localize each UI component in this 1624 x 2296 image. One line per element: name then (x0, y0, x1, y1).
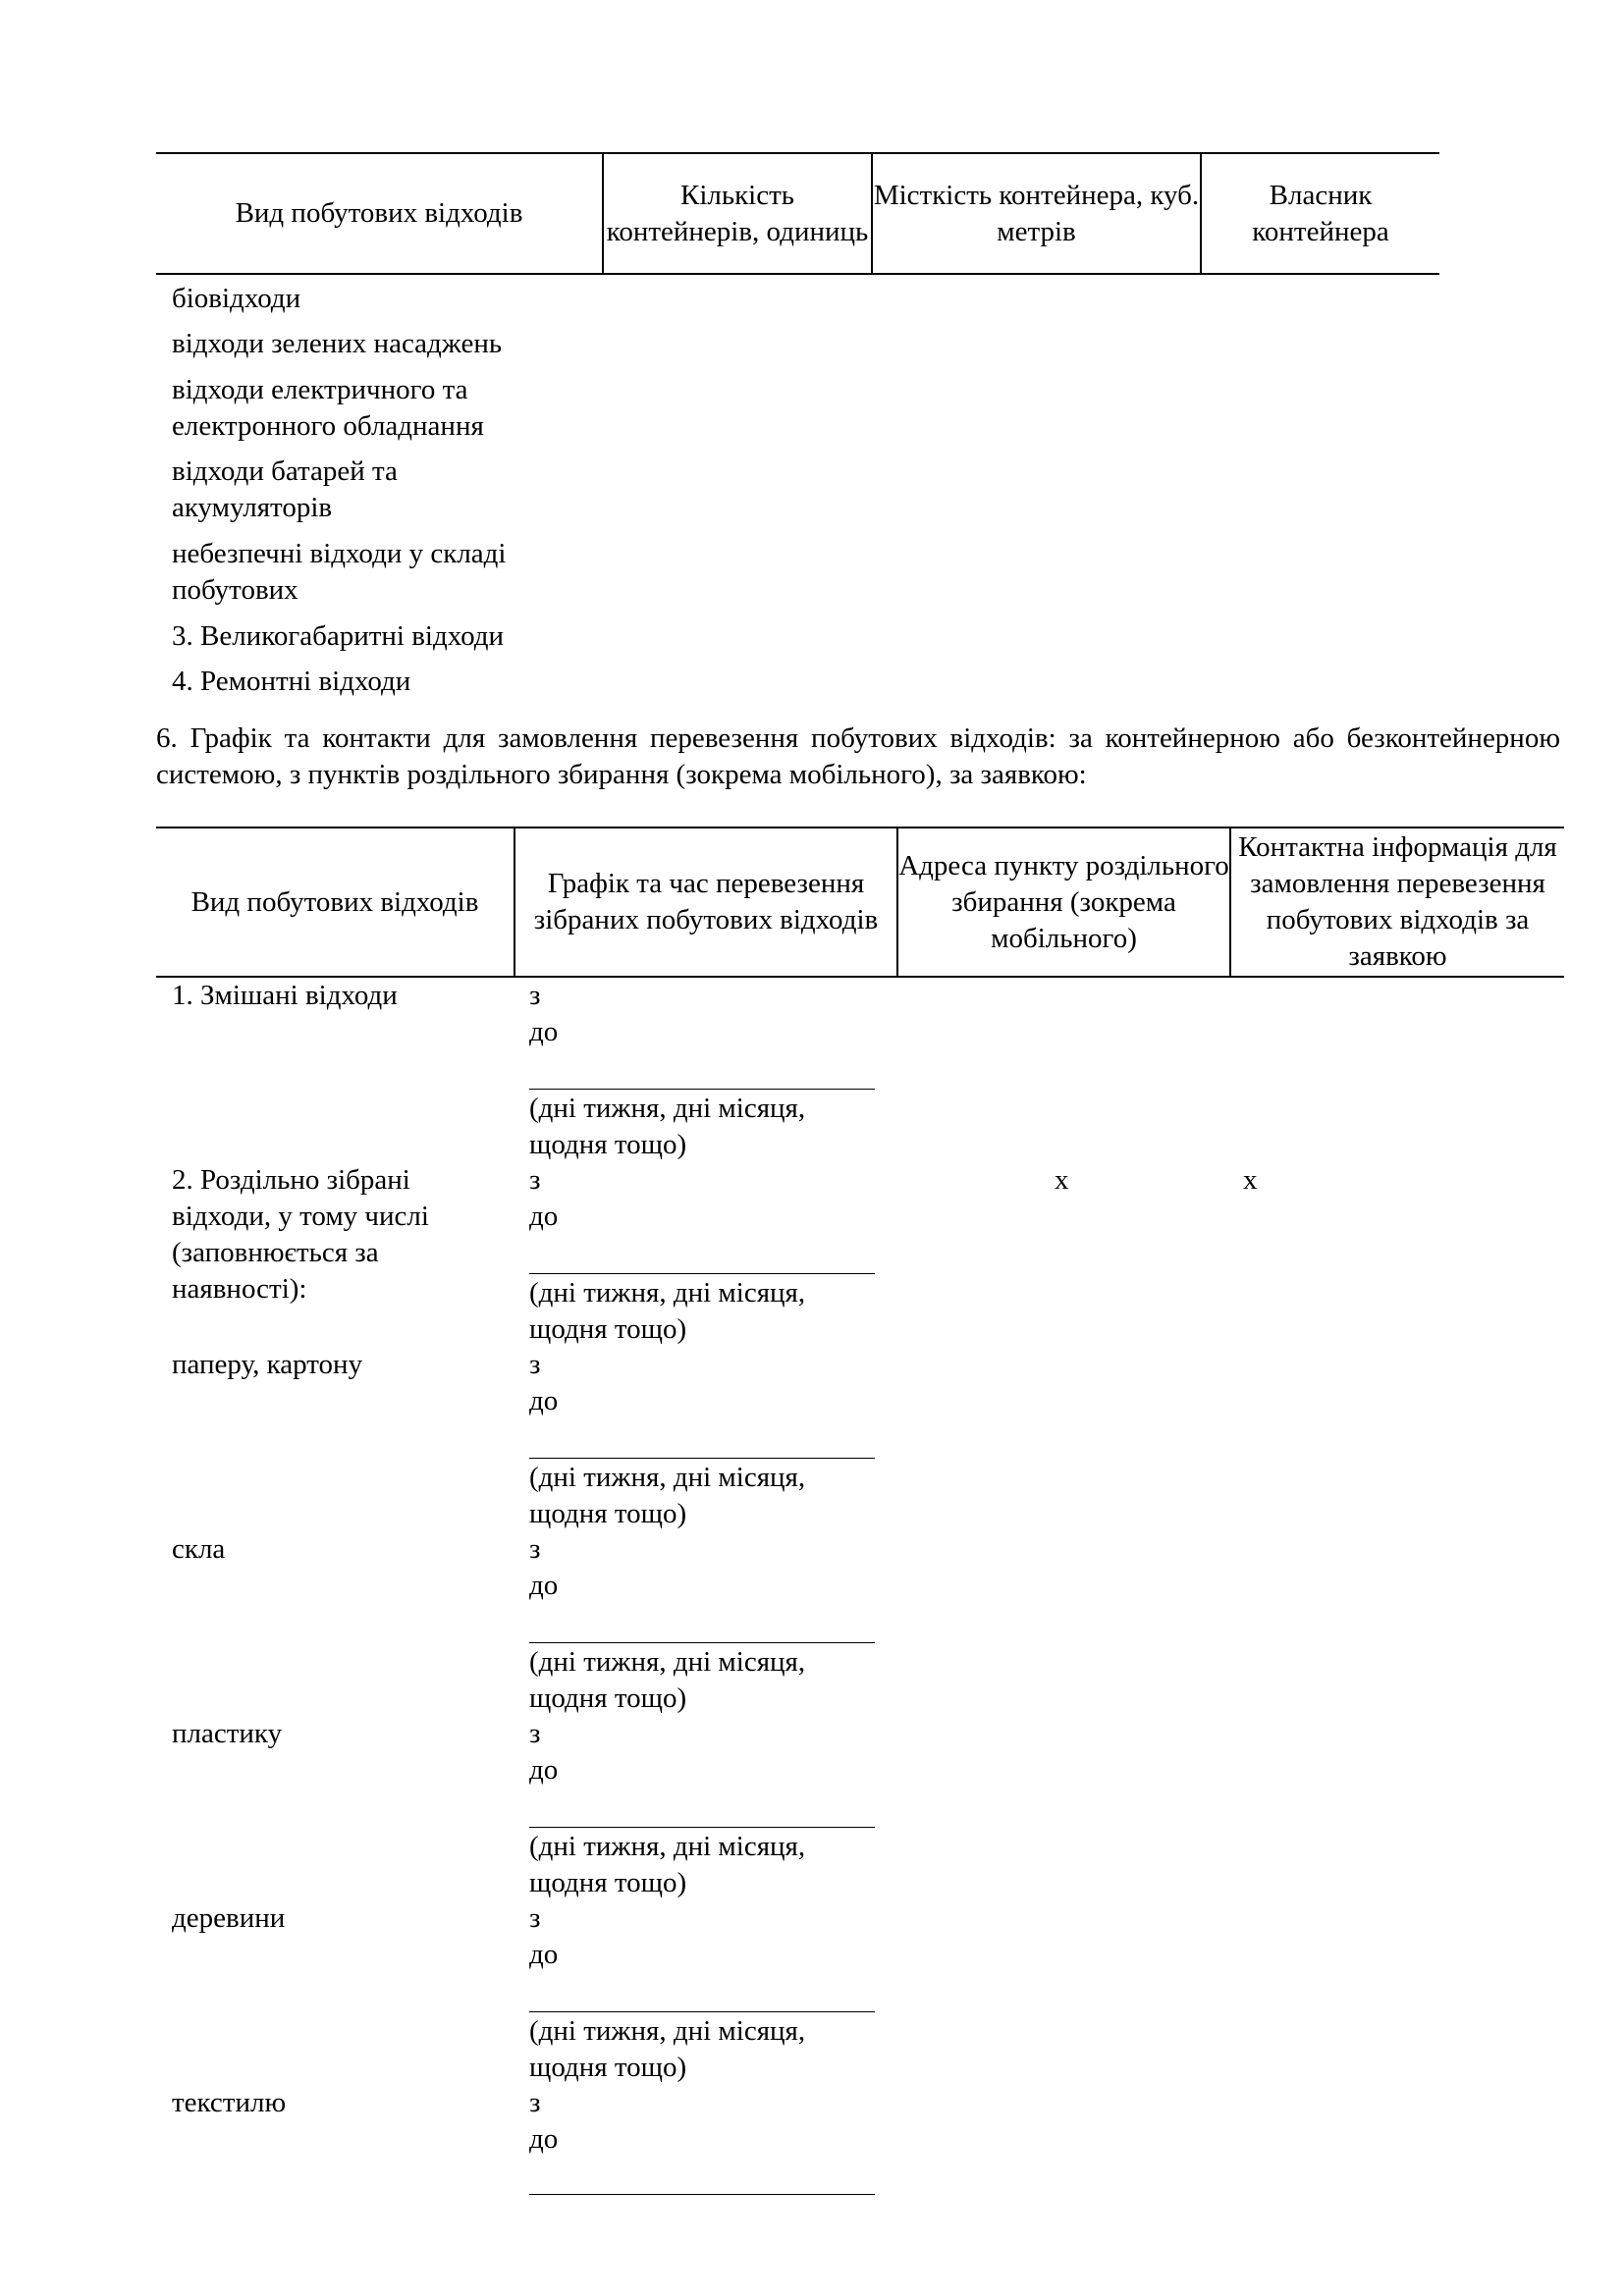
table1-header-owner: Власник контейнера (1252, 179, 1389, 247)
table2-row-type: пластику (172, 1718, 283, 1749)
table1-row-type: 3. Великогабаритні відходи (172, 620, 505, 652)
table2-row-type: текстилю (172, 2087, 287, 2118)
schedule-hint: (дні тижня, дні місяця, щодня тощо) (529, 2015, 806, 2083)
schedule-fill-line (529, 1273, 875, 1274)
table2-header-schedule: Графік та час перевезення зібраних побутових відходів (533, 868, 879, 935)
table1-row-type: небезпечні відходи у складі побутових (172, 538, 507, 606)
schedule-from-label: з (529, 980, 541, 1011)
schedule-hint: (дні тижня, дні місяця, щодня тощо) (529, 1277, 806, 1345)
table1-header-bottom-border (156, 273, 1439, 275)
table1-row-type: відходи батарей та акумуляторів (172, 455, 398, 523)
schedule-from-label: з (529, 2087, 541, 2118)
table2-header-contact: Контактна інформація для замовлення перевезення побутових відходів за заявкою (1238, 831, 1557, 972)
schedule-to-label: до (529, 1201, 559, 1232)
schedule-hint: (дні тижня, дні місяця, щодня тощо) (529, 1462, 806, 1529)
schedule-hint: (дні тижня, дні місяця, щодня тощо) (529, 1646, 806, 1714)
schedule-from-label: з (529, 1902, 541, 1934)
schedule-to-label: до (529, 1570, 559, 1601)
schedule-fill-line (529, 1458, 875, 1459)
table1-row-type: біовідходи (172, 283, 301, 314)
schedule-to-label: до (529, 2123, 559, 2155)
table1-header-count: Кількість контейнерів, одиниць (606, 179, 869, 247)
table2-row-type: деревини (172, 1902, 286, 1934)
schedule-to-label: до (529, 1754, 559, 1786)
schedule-fill-line (529, 1642, 875, 1643)
table2-row-type: 1. Змішані відходи (172, 980, 398, 1011)
schedule-to-label: до (529, 1385, 559, 1416)
table2-row-type: паперу, картону (172, 1349, 363, 1380)
table2-row-address: х (1055, 1164, 1069, 1196)
table1-row-type: відходи зелених насаджень (172, 328, 503, 359)
table1-row-type: 4. Ремонтні відходи (172, 666, 411, 697)
schedule-from-label: з (529, 1349, 541, 1380)
schedule-fill-line (529, 1089, 875, 1090)
schedule-hint: (дні тижня, дні місяця, щодня тощо) (529, 1093, 806, 1160)
schedule-fill-line (529, 2194, 875, 2195)
schedule-hint: (дні тижня, дні місяця, щодня тощо) (529, 1831, 806, 1898)
table1-header-capacity: Місткість контейнера, куб. метрів (873, 179, 1200, 247)
table2-header-address: Адреса пункту роздільного збирання (зокрема мобільного) (898, 849, 1229, 954)
table2-row-type: скла (172, 1533, 226, 1565)
table2-header-type: Вид побутових відходів (190, 885, 479, 918)
schedule-fill-line (529, 1827, 875, 1828)
section-6-paragraph: 6. Графік та контакти для замовлення перевезення побутових відходів: за контейнерною або безконтейнерною системою, з пунктів роздільного збирання (зокрема мобільного), за заявкою: (156, 722, 1560, 790)
schedule-from-label: з (529, 1533, 541, 1565)
schedule-from-label: з (529, 1718, 541, 1749)
schedule-fill-line (529, 2011, 875, 2012)
table1-row-type: відходи електричного та електронного обладнання (172, 374, 484, 442)
table1-header-type: Вид побутових відходів (235, 197, 523, 229)
schedule-to-label: до (529, 1939, 559, 1970)
schedule-from-label: з (529, 1164, 541, 1196)
table2-row-contact: х (1243, 1164, 1258, 1196)
schedule-to-label: до (529, 1016, 559, 1047)
table2-row-type: 2. Роздільно зібрані відходи, у тому числі (заповнюється за наявності): (172, 1164, 429, 1305)
